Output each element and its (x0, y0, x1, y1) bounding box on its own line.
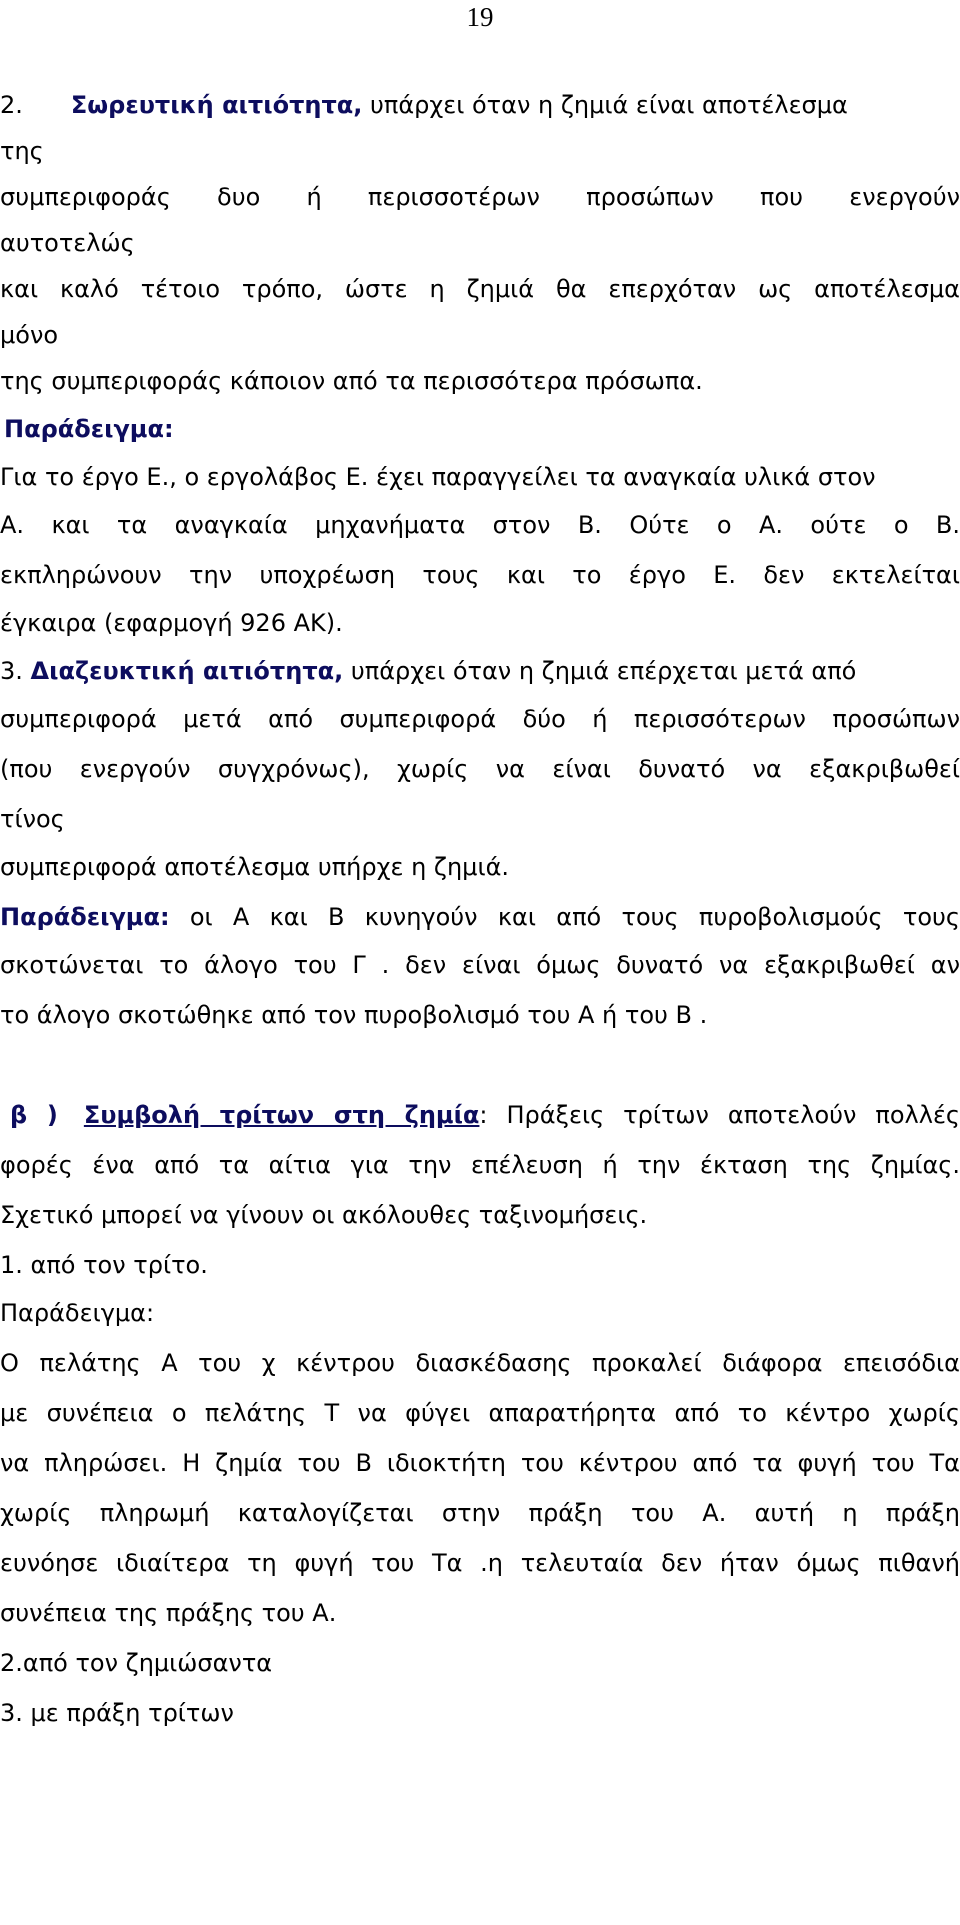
section-b-para-line2: με συνέπεια ο πελάτης Τ να φύγει απαρατήρητα από το κέντρο χωρίς (0, 1399, 960, 1427)
section2-example-line2: Α. και τα αναγκαία μηχανήματα στον Β. Ούτε ο Α. ούτε ο Β. (0, 511, 960, 539)
page-number: 19 (466, 2, 494, 32)
section3-example-line2: σκοτώνεται το άλογο του Γ . δεν είναι όμως δυνατό να εξακριβωθεί αν (0, 951, 960, 979)
section3-example-line1-rest: οι Α και Β κυνηγούν και από τους πυροβολισμούς τους (169, 903, 960, 931)
section3-term: Διαζευκτική αιτιότητα, (30, 657, 344, 685)
section3-example-label: Παράδειγμα: (0, 903, 170, 931)
section-b-line3: Σχετικό μπορεί να γίνουν οι ακόλουθες ταξινομήσεις. (0, 1201, 648, 1229)
section2-line1 (0, 90, 848, 120)
section3-number: 3. (0, 657, 23, 685)
section-b-heading: Συμβολή τρίτων στη ζημία (83, 1101, 480, 1129)
section-b-line1-rest: Πράξεις τρίτων αποτελούν πολλές (487, 1101, 960, 1129)
section3-example-line3: το άλογο σκοτώθηκε από τον πυροβολισμό του Α ή του Β . (0, 1001, 708, 1029)
section-b-para-line4: χωρίς πληρωμή καταλογίζεται στην πράξη του Α. αυτή η πράξη (0, 1499, 960, 1527)
section2-example-label: Παράδειγμα: (4, 415, 174, 443)
section2-example-line4: έγκαιρα (εφαρμογή 926 ΑΚ). (0, 609, 343, 637)
section3-line5: συμπεριφορά αποτέλεσμα υπήρχε η ζημιά. (0, 853, 510, 881)
section3-example-line1 (0, 902, 960, 932)
section2-example-line1: Για το έργο Ε., ο εργολάβος Ε. έχει παραγγείλει τα αναγκαία υλικά στον (0, 463, 876, 491)
section2-number: 2. (0, 91, 23, 119)
section2-line7: της συμπεριφοράς κάποιον από τα περισσότερα πρόσωπα. (0, 367, 703, 395)
section3-line4: τίνος (0, 805, 65, 833)
section-b-para-line3: να πληρώσει. Η ζημία του Β ιδιοκτήτη του κέντρου από τα φυγή του Τα (0, 1449, 960, 1477)
section2-line1-rest: υπάρχει όταν η ζημιά είναι αποτέλεσμα (362, 91, 848, 119)
section2-line3: συμπεριφοράς δυο ή περισσοτέρων προσώπων που ενεργούν (0, 183, 960, 211)
section-b-example-label: Παράδειγμα: (0, 1299, 155, 1327)
section2-line6: μόνο (0, 321, 59, 349)
section-b-item1: 1. από τον τρίτο. (0, 1251, 208, 1279)
section-b-marker: β ) (10, 1101, 58, 1129)
section3-line3: (που ενεργούν συγχρόνως), χωρίς να είναι δυνατό να εξακριβωθεί (0, 755, 960, 783)
section-b-para-line6: συνέπεια της πράξης του Α. (0, 1599, 337, 1627)
section-b-para-line1: Ο πελάτης Α του χ κέντρου διασκέδασης προκαλεί διάφορα επεισόδια (0, 1349, 960, 1377)
section-b-colon: : (479, 1101, 488, 1129)
section3-line1-rest: υπάρχει όταν η ζημιά επέρχεται μετά από (343, 657, 857, 685)
section3-line1 (0, 656, 856, 686)
section2-line2: της (0, 137, 44, 165)
section2-example-line3: εκπληρώνουν την υποχρέωση τους και το έργο Ε. δεν εκτελείται (0, 561, 960, 589)
section3-line2: συμπεριφορά μετά από συμπεριφορά δύο ή περισσότερων προσώπων (0, 705, 960, 733)
section-b-item3: 3. με πράξη τρίτων (0, 1699, 234, 1727)
section-b-line2: φορές ένα από τα αίτια για την επέλευση ή την έκταση της ζημίας. (0, 1151, 960, 1179)
section-b-para-line5: ευνόησε ιδιαίτερα τη φυγή του Τα .η τελευταία δεν ήταν όμως πιθανή (0, 1549, 960, 1577)
section2-line5: και καλό τέτοιο τρόπο, ώστε η ζημιά θα επερχόταν ως αποτέλεσμα (0, 275, 960, 303)
section-b-line1 (0, 1100, 960, 1130)
section-b-item2: 2.από τον ζημιώσαντα (0, 1649, 273, 1677)
section2-term: Σωρευτική αιτιότητα, (70, 91, 363, 119)
section2-line4: αυτοτελώς (0, 229, 135, 257)
